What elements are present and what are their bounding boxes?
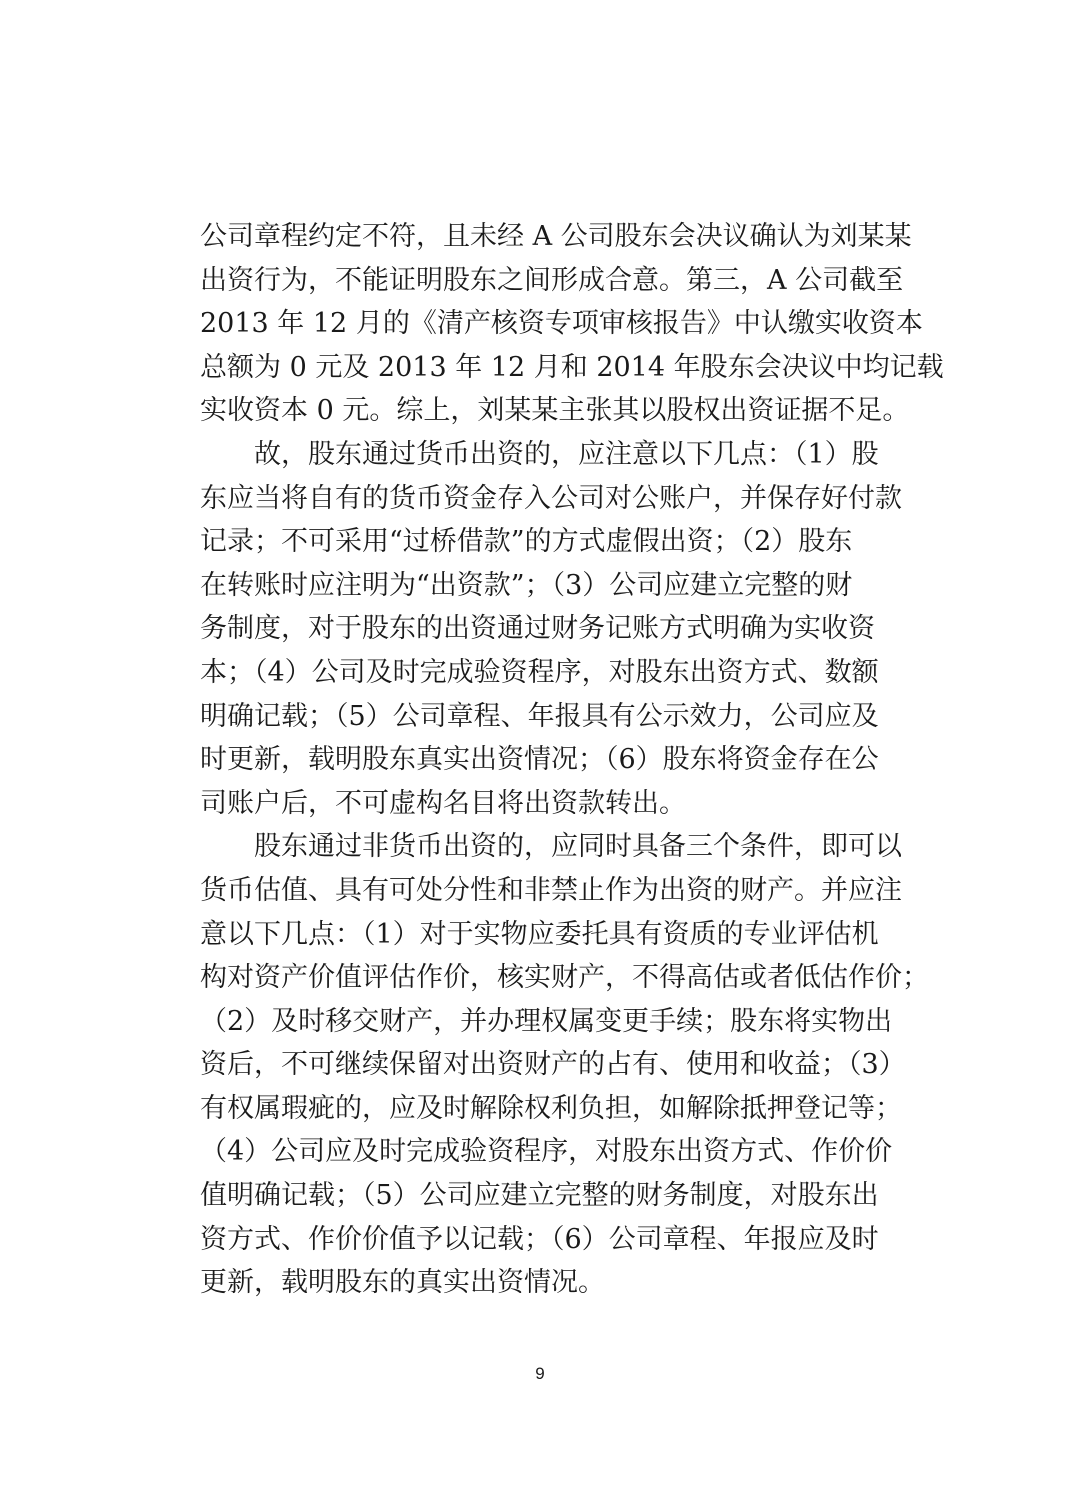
text-line: 有权属瑕疵的，应及时解除权利负担，如解除抵押登记等； (200, 1092, 902, 1124)
page-number: 9 (535, 1364, 545, 1383)
text-line: 更新，载明股东的真实出资情况。 (200, 1267, 605, 1299)
text-line: 意以下几点：（1）对于实物应委托具有资质的专业评估机 (200, 918, 879, 950)
text-line: 东应当将自有的货币资金存入公司对公账户，并保存好付款 (200, 482, 902, 514)
text-line: 时更新，载明股东真实出资情况；（6）股东将资金存在公 (200, 744, 879, 776)
text-line: 值明确记载；（5）公司应建立完整的财务制度，对股东出 (200, 1180, 879, 1212)
text-line: 股东通过非货币出资的，应同时具备三个条件，即可以 (200, 831, 902, 863)
text-line: 公司章程约定不符，且未经 A 公司股东会决议确认为刘某某 (200, 221, 912, 252)
text-line: 明确记载；（5）公司章程、年报具有公示效力，公司应及 (200, 700, 879, 732)
text-line: 货币估值、具有可处分性和非禁止作为出资的财产。并应注 (200, 874, 902, 906)
body-text (200, 215, 944, 1305)
text-line: 务制度，对于股东的出资通过财务记账方式明确为实收资 (200, 613, 875, 645)
text-line: （2）及时移交财产，并办理权属变更手续；股东将实物出 (200, 1005, 893, 1037)
text-line: 构对资产价值评估作价，核实财产，不得高估或者低估作价； (200, 962, 929, 994)
text-line: 记录；不可采用“过桥借款”的方式虚假出资；（2）股东 (200, 526, 853, 558)
text-line: 资后，不可继续保留对出资财产的占有、使用和收益；（3） (200, 1049, 906, 1081)
text-line: （4）公司应及时完成验资程序，对股东出资方式、作价价 (200, 1136, 893, 1168)
text-line: 在转账时应注明为“出资款”；（3）公司应建立完整的财 (200, 569, 853, 601)
text-line: 出资行为，不能证明股东之间形成合意。第三，A 公司截至 (200, 264, 904, 296)
text-line: 2013 年 12 月的《清产核资专项审核报告》中认缴实收资本 (200, 308, 923, 340)
text-line: 资方式、作价价值予以记载；（6）公司章程、年报应及时 (200, 1223, 879, 1255)
text-line: 故，股东通过货币出资的，应注意以下几点：（1）股 (200, 438, 879, 470)
text-line: 总额为 0 元及 2013 年 12 月和 2014 年股东会决议中均记载 (200, 351, 944, 383)
text-line: 司账户后，不可虚构名目将出资款转出。 (200, 787, 686, 819)
text-line: 实收资本 0 元。综上，刘某某主张其以股权出资证据不足。 (200, 395, 910, 427)
text-line: 本；（4）公司及时完成验资程序，对股东出资方式、数额 (200, 656, 879, 688)
